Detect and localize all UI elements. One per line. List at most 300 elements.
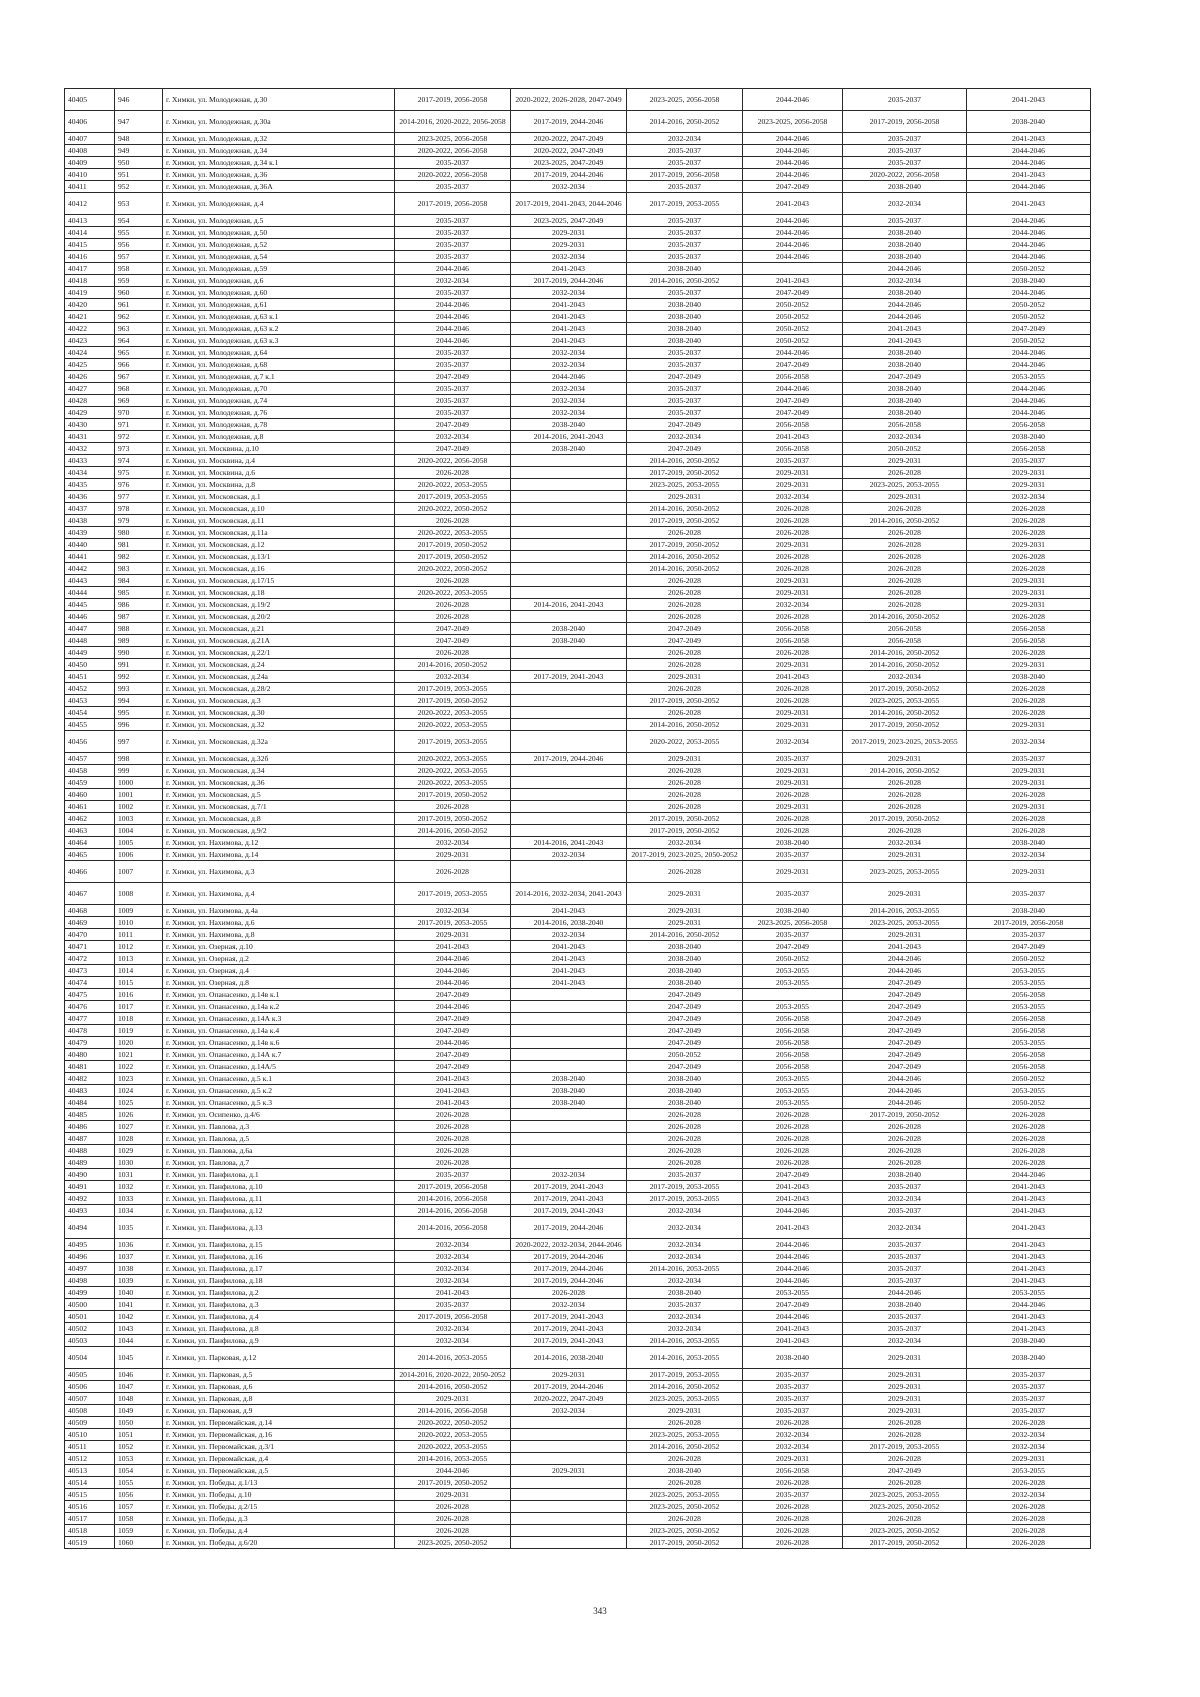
table-cell: г. Химки, ул. Панфилова, д.12 (163, 1205, 395, 1217)
table-cell: 947 (115, 111, 163, 133)
table-cell: 2029-2031 (627, 905, 743, 917)
table-cell: г. Химки, ул. Молодежная, д.30 (163, 89, 395, 111)
table-row (65, 1477, 1091, 1489)
table-cell: 2041-2043 (743, 1193, 843, 1205)
table-cell: 2038-2040 (627, 953, 743, 965)
table-row (65, 1239, 1091, 1251)
table-cell: г. Химки, ул. Молодежная, д.36 (163, 169, 395, 181)
table-cell (511, 813, 627, 825)
table-row (65, 777, 1091, 789)
table-cell: 1010 (115, 917, 163, 929)
table-cell (511, 731, 627, 753)
table-cell: г. Химки, ул. Московская, д.32 (163, 719, 395, 731)
table-cell: 2053-2055 (967, 1465, 1091, 1477)
table-cell: 40453 (65, 695, 115, 707)
table-cell: 2029-2031 (843, 929, 967, 941)
table-cell: г. Химки, ул. Победы, д.2/15 (163, 1501, 395, 1513)
table-cell: 2035-2037 (395, 215, 511, 227)
table-cell: г. Химки, ул. Молодежная, д.7 к.1 (163, 371, 395, 383)
table-row (65, 1429, 1091, 1441)
table-cell: 40478 (65, 1025, 115, 1037)
table-cell: 986 (115, 599, 163, 611)
table-cell: 2032-2034 (627, 133, 743, 145)
table-cell: 2044-2046 (743, 157, 843, 169)
table-cell: 2032-2034 (843, 431, 967, 443)
table-cell: 2056-2058 (743, 1465, 843, 1477)
table-row (65, 789, 1091, 801)
table-cell: 1007 (115, 861, 163, 883)
table-cell: г. Химки, ул. Московская, д.20/2 (163, 611, 395, 623)
table-cell: 1049 (115, 1405, 163, 1417)
table-cell: 2038-2040 (967, 905, 1091, 917)
table-cell (511, 695, 627, 707)
table-cell: г. Химки, ул. Молодежная, д.30а (163, 111, 395, 133)
table-cell: 2029-2031 (843, 753, 967, 765)
table-cell: 991 (115, 659, 163, 671)
table-cell: 2026-2028 (743, 813, 843, 825)
table-cell: 954 (115, 215, 163, 227)
table-cell: г. Химки, ул. Московская, д.32а (163, 731, 395, 753)
table-cell: 2056-2058 (967, 419, 1091, 431)
table-cell: 1003 (115, 813, 163, 825)
table-cell: 2029-2031 (843, 1381, 967, 1393)
table-cell: 2044-2046 (395, 1037, 511, 1049)
table-row (65, 1109, 1091, 1121)
table-cell: 990 (115, 647, 163, 659)
table-cell: 1036 (115, 1239, 163, 1251)
table-cell: 40515 (65, 1489, 115, 1501)
table-cell: г. Химки, ул. Панфилова, д.4 (163, 1311, 395, 1323)
table-cell: 2035-2037 (627, 1299, 743, 1311)
table-cell: 40430 (65, 419, 115, 431)
table-cell: 2017-2019, 2056-2058 (843, 111, 967, 133)
table-cell: г. Химки, ул. Опанасенко, д.14А к.7 (163, 1049, 395, 1061)
table-cell: 40494 (65, 1217, 115, 1239)
table-cell: 40451 (65, 671, 115, 683)
table-cell: 40512 (65, 1453, 115, 1465)
table-cell: 2026-2028 (967, 1537, 1091, 1549)
table-cell: г. Химки, ул. Московская, д.5 (163, 789, 395, 801)
table-row (65, 647, 1091, 659)
table-cell: 2035-2037 (967, 753, 1091, 765)
table-cell: 2023-2025, 2053-2055 (627, 1489, 743, 1501)
table-cell: 40427 (65, 383, 115, 395)
table-cell: 40460 (65, 789, 115, 801)
table-cell: 2023-2025, 2053-2055 (627, 479, 743, 491)
table-cell: 2053-2055 (743, 1097, 843, 1109)
table-cell: 2035-2037 (843, 1275, 967, 1287)
table-cell: 2014-2016, 2053-2055 (627, 1263, 743, 1275)
table-cell: 2056-2058 (967, 1013, 1091, 1025)
table-cell: 2026-2028 (967, 1157, 1091, 1169)
table-cell: 2038-2040 (843, 239, 967, 251)
table-cell: 2056-2058 (967, 1061, 1091, 1073)
table-cell: 40418 (65, 275, 115, 287)
table-cell: 1022 (115, 1061, 163, 1073)
table-cell: 2056-2058 (743, 1061, 843, 1073)
table-cell: 2029-2031 (743, 587, 843, 599)
table-cell: 2035-2037 (395, 239, 511, 251)
table-row (65, 1381, 1091, 1393)
table-row (65, 1073, 1091, 1085)
table-cell (511, 777, 627, 789)
table-cell: 2017-2019, 2044-2046 (511, 753, 627, 765)
table-cell: 2029-2031 (395, 1489, 511, 1501)
table-cell: 2035-2037 (395, 1169, 511, 1181)
table-cell: 2044-2046 (743, 89, 843, 111)
table-cell: 40442 (65, 563, 115, 575)
table-cell: 2017-2019, 2053-2055 (395, 917, 511, 929)
table-cell: 2026-2028 (395, 1109, 511, 1121)
table-cell: 2032-2034 (843, 837, 967, 849)
table-cell: 2029-2031 (511, 239, 627, 251)
table-cell: 2017-2019, 2050-2052 (843, 719, 967, 731)
table-cell: 2032-2034 (627, 1239, 743, 1251)
table-cell: 2032-2034 (511, 407, 627, 419)
table-cell: 2038-2040 (627, 323, 743, 335)
table-cell: 2017-2019, 2053-2055 (627, 193, 743, 215)
table-cell: 1037 (115, 1251, 163, 1263)
table-cell: г. Химки, ул. Парковая, д.9 (163, 1405, 395, 1417)
table-cell: 40419 (65, 287, 115, 299)
table-cell: 2017-2019, 2023-2025, 2050-2052 (627, 849, 743, 861)
table-cell: 2038-2040 (967, 1347, 1091, 1369)
table-cell: 2032-2034 (843, 275, 967, 287)
table-cell: 2017-2019, 2050-2052 (843, 813, 967, 825)
table-cell: 2047-2049 (843, 1465, 967, 1477)
table-cell: 1013 (115, 953, 163, 965)
table-cell: 40519 (65, 1537, 115, 1549)
table-cell: г. Химки, ул. Московская, д.32б (163, 753, 395, 765)
table-row (65, 813, 1091, 825)
table-cell: 2020-2022, 2032-2034, 2044-2046 (511, 1239, 627, 1251)
table-cell: 2026-2028 (967, 1109, 1091, 1121)
table-cell: 2017-2019, 2044-2046 (511, 169, 627, 181)
table-cell: г. Химки, ул. Молодежная, д.8 (163, 431, 395, 443)
table-cell: 2044-2046 (967, 383, 1091, 395)
table-cell: г. Химки, ул. Молодежная, д.63 к.2 (163, 323, 395, 335)
table-cell: 40414 (65, 227, 115, 239)
table-cell: 2038-2040 (627, 1073, 743, 1085)
table-cell (511, 1537, 627, 1549)
table-cell: 2047-2049 (627, 1061, 743, 1073)
table-cell: 949 (115, 145, 163, 157)
table-cell: 2056-2058 (843, 623, 967, 635)
table-cell: 2047-2049 (843, 1037, 967, 1049)
table-cell: 2038-2040 (743, 1347, 843, 1369)
table-cell: 2029-2031 (843, 455, 967, 467)
table-cell: 2041-2043 (743, 275, 843, 287)
table-cell: г. Химки, ул. Московская, д.13/1 (163, 551, 395, 563)
table-cell: 950 (115, 157, 163, 169)
table-cell: 2026-2028 (511, 1287, 627, 1299)
table-cell: 2047-2049 (627, 635, 743, 647)
table-cell: 40438 (65, 515, 115, 527)
table-cell: 40443 (65, 575, 115, 587)
table-cell: 2029-2031 (743, 861, 843, 883)
table-cell: 40480 (65, 1049, 115, 1061)
table-cell: 2035-2037 (843, 133, 967, 145)
table-cell: 40476 (65, 1001, 115, 1013)
table-cell: 2035-2037 (967, 929, 1091, 941)
table-cell: 40492 (65, 1193, 115, 1205)
table-row (65, 111, 1091, 133)
table-cell: 2014-2016, 2056-2058 (395, 1193, 511, 1205)
table-cell: 2032-2034 (967, 731, 1091, 753)
table-cell: 2032-2034 (843, 1217, 967, 1239)
table-row (65, 371, 1091, 383)
table-cell: 2026-2028 (967, 647, 1091, 659)
table-cell: 2041-2043 (511, 953, 627, 965)
table-cell: 2017-2019, 2044-2046 (511, 1251, 627, 1263)
table-cell: 2050-2052 (967, 1097, 1091, 1109)
table-cell: 1041 (115, 1299, 163, 1311)
table-cell: г. Химки, ул. Опанасенко, д.14а к.4 (163, 1025, 395, 1037)
table-row (65, 587, 1091, 599)
table-cell: 2044-2046 (743, 133, 843, 145)
table-cell: 40505 (65, 1369, 115, 1381)
table-cell: 40483 (65, 1085, 115, 1097)
table-cell: 2014-2016, 2050-2052 (843, 707, 967, 719)
table-cell: 2014-2016, 2038-2040 (511, 1347, 627, 1369)
table-cell: 2041-2043 (967, 1263, 1091, 1275)
table-cell: 2035-2037 (743, 1489, 843, 1501)
table-cell: 2017-2019, 2050-2052 (395, 539, 511, 551)
table-row (65, 731, 1091, 753)
table-cell: 2017-2019, 2050-2052 (627, 539, 743, 551)
table-cell: 2014-2016, 2038-2040 (511, 917, 627, 929)
table-cell: 2026-2028 (395, 611, 511, 623)
table-row (65, 1489, 1091, 1501)
table-cell: 2035-2037 (743, 1393, 843, 1405)
table-cell: 2041-2043 (843, 323, 967, 335)
table-cell: 2041-2043 (511, 965, 627, 977)
table-cell: 2029-2031 (967, 801, 1091, 813)
table-cell: 2029-2031 (743, 467, 843, 479)
table-cell: 2029-2031 (395, 929, 511, 941)
table-cell: г. Химки, ул. Московская, д.3 (163, 695, 395, 707)
table-cell: 2026-2028 (743, 1145, 843, 1157)
table-cell: г. Химки, ул. Первомайская, д.16 (163, 1429, 395, 1441)
table-cell: 2038-2040 (843, 359, 967, 371)
table-cell: 2017-2019, 2050-2052 (627, 825, 743, 837)
table-cell: 2026-2028 (395, 467, 511, 479)
table-cell: 40481 (65, 1061, 115, 1073)
table-cell: 2014-2016, 2050-2052 (627, 929, 743, 941)
table-cell: 2032-2034 (511, 251, 627, 263)
table-cell: 992 (115, 671, 163, 683)
table-cell: г. Химки, ул. Опанасенко, д.14а к.2 (163, 1001, 395, 1013)
table-cell: 2032-2034 (511, 181, 627, 193)
table-cell: 2044-2046 (967, 251, 1091, 263)
table-cell: 2044-2046 (743, 1205, 843, 1217)
table-cell: 2026-2028 (967, 1513, 1091, 1525)
table-cell: г. Химки, ул. Панфилова, д.1 (163, 1169, 395, 1181)
table-cell: 2035-2037 (627, 145, 743, 157)
table-row (65, 181, 1091, 193)
table-cell: 40503 (65, 1335, 115, 1347)
table-cell: 40465 (65, 849, 115, 861)
table-cell: 2029-2031 (511, 227, 627, 239)
table-row (65, 861, 1091, 883)
table-row (65, 719, 1091, 731)
table-cell: г. Химки, ул. Панфилова, д.3 (163, 1299, 395, 1311)
table-cell: 2053-2055 (743, 1073, 843, 1085)
table-cell: г. Химки, ул. Молодежная, д.60 (163, 287, 395, 299)
table-row (65, 1537, 1091, 1549)
table-cell: г. Химки, ул. Первомайская, д.4 (163, 1453, 395, 1465)
table-cell: 2044-2046 (967, 395, 1091, 407)
table-cell: 2020-2022, 2056-2058 (395, 455, 511, 467)
table-cell: 2044-2046 (743, 251, 843, 263)
table-cell: 2035-2037 (627, 407, 743, 419)
table-cell: 2041-2043 (967, 1193, 1091, 1205)
table-cell: 2056-2058 (743, 1013, 843, 1025)
table-cell: 40424 (65, 347, 115, 359)
table-row (65, 917, 1091, 929)
table-cell: 40486 (65, 1121, 115, 1133)
table-cell: 1016 (115, 989, 163, 1001)
table-cell: 40497 (65, 1263, 115, 1275)
table-cell (511, 789, 627, 801)
table-cell: 2017-2019, 2041-2043 (511, 1193, 627, 1205)
table-cell: 2047-2049 (627, 1001, 743, 1013)
table-cell: 2026-2028 (843, 575, 967, 587)
table-cell: 970 (115, 407, 163, 419)
table-row (65, 407, 1091, 419)
table-cell (511, 1525, 627, 1537)
table-cell: 2032-2034 (843, 1193, 967, 1205)
table-cell: 2032-2034 (511, 359, 627, 371)
table-cell: 2026-2028 (395, 1133, 511, 1145)
table-row (65, 765, 1091, 777)
table-cell: г. Химки, ул. Осипенко, д.4/6 (163, 1109, 395, 1121)
table-cell: г. Химки, ул. Панфилова, д.10 (163, 1181, 395, 1193)
table-cell: 2029-2031 (743, 801, 843, 813)
table-cell (511, 587, 627, 599)
table-cell: 2047-2049 (627, 371, 743, 383)
table-row (65, 837, 1091, 849)
table-cell: 2050-2052 (967, 311, 1091, 323)
table-cell: г. Химки, ул. Панфилова, д.2 (163, 1287, 395, 1299)
table-cell: 2026-2028 (743, 695, 843, 707)
table-row (65, 1441, 1091, 1453)
table-cell: 2017-2019, 2050-2052 (843, 1537, 967, 1549)
table-cell: г. Химки, ул. Москвина, д.8 (163, 479, 395, 491)
table-cell: 2053-2055 (967, 371, 1091, 383)
table-cell: г. Химки, ул. Победы, д.1/13 (163, 1477, 395, 1489)
table-cell: г. Химки, ул. Панфилова, д.18 (163, 1275, 395, 1287)
table-cell: 2035-2037 (967, 1369, 1091, 1381)
table-cell: г. Химки, ул. Панфилова, д.9 (163, 1335, 395, 1347)
table-cell: 1054 (115, 1465, 163, 1477)
table-cell: 40489 (65, 1157, 115, 1169)
table-row (65, 989, 1091, 1001)
table-cell: 2056-2058 (967, 989, 1091, 1001)
table-cell: 40456 (65, 731, 115, 753)
table-row (65, 1061, 1091, 1073)
table-cell: 2029-2031 (843, 491, 967, 503)
table-cell: 2026-2028 (395, 647, 511, 659)
table-cell: 2014-2016, 2050-2052 (843, 611, 967, 623)
table-cell: 2047-2049 (843, 371, 967, 383)
table-cell: 2032-2034 (511, 395, 627, 407)
table-cell: 2035-2037 (395, 157, 511, 169)
table-row (65, 1169, 1091, 1181)
table-cell: г. Химки, ул. Нахимова, д.14 (163, 849, 395, 861)
table-cell: г. Химки, ул. Первомайская, д.5 (163, 1465, 395, 1477)
table-cell: 2032-2034 (627, 1323, 743, 1335)
table-cell: 2023-2025, 2050-2052 (627, 1525, 743, 1537)
table-cell: 1043 (115, 1323, 163, 1335)
table-cell: г. Химки, ул. Панфилова, д.13 (163, 1217, 395, 1239)
table-cell: 40412 (65, 193, 115, 215)
table-cell: 2050-2052 (967, 1073, 1091, 1085)
table-cell: 1042 (115, 1311, 163, 1323)
table-row (65, 539, 1091, 551)
table-cell: 1032 (115, 1181, 163, 1193)
table-cell: 40432 (65, 443, 115, 455)
table-cell: г. Химки, ул. Молодежная, д.36А (163, 181, 395, 193)
table-cell: 1045 (115, 1347, 163, 1369)
table-cell: 2044-2046 (743, 169, 843, 181)
table-cell: 2029-2031 (843, 1405, 967, 1417)
table-cell: 2026-2028 (843, 563, 967, 575)
table-row (65, 335, 1091, 347)
table-cell: 2035-2037 (743, 883, 843, 905)
table-cell: 2026-2028 (395, 1525, 511, 1537)
table-cell: 2026-2028 (395, 575, 511, 587)
table-cell: 2035-2037 (743, 1369, 843, 1381)
table-cell: 1024 (115, 1085, 163, 1097)
table-cell: 1011 (115, 929, 163, 941)
table-cell: 2026-2028 (395, 1513, 511, 1525)
table-cell: 40498 (65, 1275, 115, 1287)
table-cell: 2041-2043 (967, 1323, 1091, 1335)
table-cell: 2017-2019, 2050-2052 (627, 1537, 743, 1549)
table-row (65, 431, 1091, 443)
table-cell: 2041-2043 (967, 1217, 1091, 1239)
table-cell: 40487 (65, 1133, 115, 1145)
table-cell: 2047-2049 (967, 323, 1091, 335)
table-cell: 2047-2049 (743, 181, 843, 193)
table-row (65, 1133, 1091, 1145)
table-cell: 2026-2028 (967, 789, 1091, 801)
table-row (65, 707, 1091, 719)
table-cell: 2053-2055 (967, 965, 1091, 977)
table-row (65, 1181, 1091, 1193)
table-row (65, 287, 1091, 299)
table-cell: 956 (115, 239, 163, 251)
table-cell: 2020-2022, 2053-2055 (395, 707, 511, 719)
table-cell: 2056-2058 (843, 635, 967, 647)
table-cell: 2038-2040 (511, 1073, 627, 1085)
table-cell: 2026-2028 (843, 801, 967, 813)
table-cell (511, 1453, 627, 1465)
table-cell: 2035-2037 (967, 1393, 1091, 1405)
table-cell: 40488 (65, 1145, 115, 1157)
table-cell: 1048 (115, 1393, 163, 1405)
table-cell: г. Химки, ул. Павлова, д.3 (163, 1121, 395, 1133)
table-cell: 2035-2037 (843, 1239, 967, 1251)
table-cell: 2029-2031 (511, 1369, 627, 1381)
table-cell: 2014-2016, 2020-2022, 2050-2052 (395, 1369, 511, 1381)
table-cell: 2023-2025, 2053-2055 (843, 861, 967, 883)
table-cell: 40417 (65, 263, 115, 275)
table-cell: 2026-2028 (627, 611, 743, 623)
table-cell (511, 1049, 627, 1061)
table-cell: г. Химки, ул. Молодежная, д.32 (163, 133, 395, 145)
